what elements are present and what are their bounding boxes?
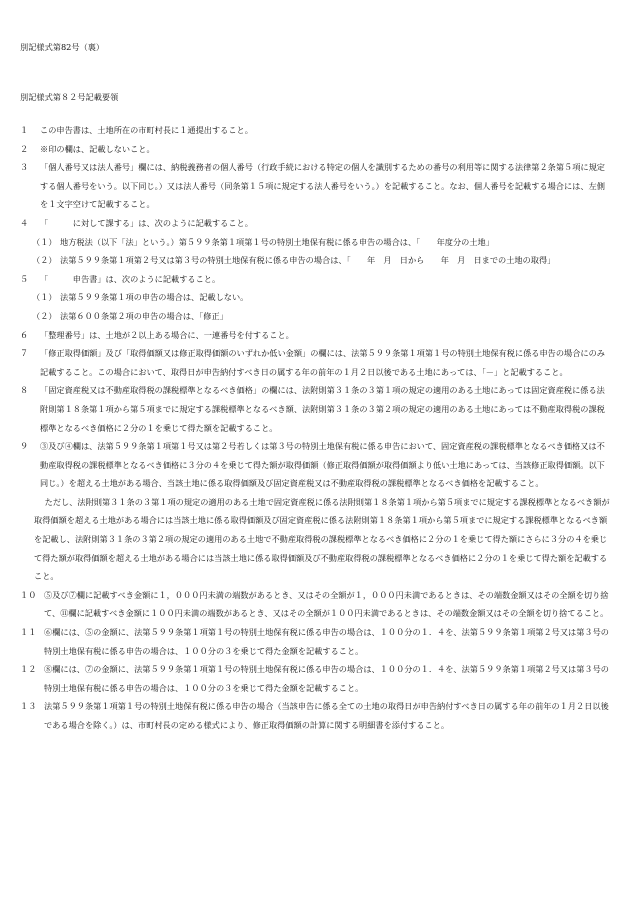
list-item: [20, 158, 612, 214]
item-text: 「修正取得価額」及び「取得価額又は修正取得価額のいずれか低い金額」の欄には、法第５９９条第１項第１号の特別土地保有税に係る申告の場合にのみ記載すること。この場合において、取得日が申告納付すべき日の属する年の前年の１月２日以後である土地にあっては、「－」と記載すること。: [40, 348, 605, 377]
item-number: １: [20, 125, 29, 135]
item-text: ⑧欄には、⑦の金額に、法第５９９条第１項第１号の特別土地保有税に係る申告の場合は、１００分の１．４を、法第５９９条第１項第２号又は第３号の特別土地保有税に係る申告の場合は、１００分の３を乗じて得た金額を記載すること。: [44, 664, 609, 693]
form-title: 別記様式第82号（裏）: [20, 42, 105, 52]
item-text: 「 に対して課する」は、次のように記載すること。: [40, 217, 253, 228]
sub-item-text: 法第５９９条第１項の申告の場合は、記載しない。: [60, 292, 249, 303]
item-number: １０: [20, 589, 37, 600]
item-text: 「固定資産税又は不動産取得税の課税標準となるべき価格」の欄には、法附則第３１条の３第１項の規定の適用のある土地にあっては固定資産税に係る法附則第１８条第１項から第５項までに規定する課税標準となるべき額、法附則第３１条の３第２項の規定の適用のある土地にあっては不動産取得税の課税標準となるべき価格に２分の１を乗じて得た額を記載すること。: [40, 385, 605, 433]
list-item: [20, 214, 612, 233]
list-item: [20, 344, 612, 381]
item-text: 「 申告書」は、次のように記載すること。: [40, 273, 221, 284]
sub-item: [20, 288, 612, 307]
sub-item-number: （１）: [32, 236, 57, 247]
sub-item-number: （２）: [32, 255, 57, 266]
item-text: ※印の欄は、記載しないこと。: [40, 143, 155, 154]
item-text: この申告書は、土地所在の市町村長に１通提出すること。: [40, 125, 253, 135]
item-number: ７: [20, 348, 29, 359]
list-item: [20, 697, 612, 734]
item-number: １３: [20, 701, 37, 712]
item-number: ５: [20, 273, 29, 284]
item-number: １１: [20, 627, 37, 638]
item-number: ３: [20, 162, 29, 173]
item-text: ③及び④欄は、法第５９９条第１項第１号又は第２号若しくは第３号の特別土地保有税に係る申告において、固定資産税の課税標準となるべき価格又は不動産取得税の課税標準となるべき価格に３分の４を乗じて得た額が取得価額（修正取得価額が取得価額より低い土地にあっては、当該修正取得価額。以下同じ。）を超える土地がある場合、当該土地に係る取得価額及び固定資産税又は不動産取得税の課税標準となるべき価格を記載すること。: [40, 441, 605, 489]
item-text: 「個人番号又は法人番号」欄には、納税義務者の個人番号（行政手続における特定の個人を識別するための番号の利用等に関する法律第２条第５項に規定する個人番号をいう。以下同じ。）又は法人番号（同条第１５項に規定する法人番号をいう。）を記載すること。なお、個人番号を記載する場合には、左側を１文字空けて記載すること。: [40, 162, 605, 210]
sub-item-number: （１）: [32, 292, 57, 303]
list-item: [20, 121, 612, 140]
list-item: [20, 660, 612, 697]
list-item: [20, 586, 612, 623]
item-text: ⑤及び⑦欄に記載すべき金額に１，０００円未満の端数があるとき、又はその全額が１，０００円未満であるときは、その端数金額又はその全額を切り捨て、⑪欄に記載すべき金額に１００円未満の端数があるとき、又はその全額が１００円未満であるときは、その端数金額又はその全額を切り捨てること。: [44, 589, 609, 619]
sub-item-text: 法第６００条第２項の申告の場合は、「修正」: [60, 310, 228, 321]
list-item: [20, 437, 612, 493]
item-text: 法第５９９条第１項第１号の特別土地保有税に係る申告の場合（当該申告に係る全ての土地の取得日が申告納付すべき日の属する年の前年の１月２日以後である場合を除く。）は、市町村長の定める様式により、修正取得価額の計算に関する明細書を添付すること。: [44, 701, 609, 730]
list-item: [20, 381, 612, 437]
item-number: ６: [20, 329, 29, 340]
item-text: ⑥欄には、⑤の金額に、法第５９９条第１項第１号の特別土地保有税に係る申告の場合は、１００分の１．４を、法第５９９条第１項第２号又は第３号の特別土地保有税に係る申告の場合は、１００分の３を乗じて得た金額を記載すること。: [44, 627, 609, 656]
item-number: ４: [20, 217, 29, 228]
item-number: ９: [20, 441, 29, 452]
item-number: ８: [20, 385, 29, 396]
item-number: １２: [20, 664, 37, 675]
sub-item-text: 地方税法（以下「法」という。）第５９９条第１項第１号の特別土地保有税に係る申告の場合は、「 年度分の土地」: [60, 236, 494, 247]
item-proviso: ただし、法附則第３１条の３第１項の規定の適用のある土地で固定資産税に係る法附則第１８条第１項から第５項までに規定する課税標準となるべき額が取得価額を超える土地がある場合には当該土地に係る取得価額及び固定資産税に係る法附則第１８条第１項から第５項までに規定する課税標準となるべき額を記載し、法附則第３１条の３第２項の規定の適用のある土地で不動産取得税の課税標準となるべき価格に２分の１を乗じて得た額にさらに３分の４を乗じて得た額が取得価額を超える土地がある場合には当該土地に係る取得価額及び不動産取得税の課税標準となるべき価格に２分の１を乗じて得た額を記載すること。: [34, 496, 610, 582]
sub-item: [20, 251, 612, 270]
sub-item: [20, 233, 612, 252]
item-number: ２: [20, 143, 29, 154]
item-text: 「整理番号」は、土地が２以上ある場合に、一連番号を付すること。: [40, 329, 294, 340]
sub-item-number: （２）: [32, 310, 57, 321]
sub-item: [20, 307, 612, 326]
list-item: [20, 270, 612, 289]
document-heading: 別記様式第８２号記載要領: [20, 92, 119, 102]
list-item: [20, 623, 612, 660]
instructions-list: [20, 121, 612, 735]
list-item: [20, 140, 612, 159]
list-item: [20, 326, 612, 345]
sub-item-text: 法第５９９条第１項第２号又は第３号の特別土地保有税に係る申告の場合は、「 年 月 日から 年 月 日までの土地の取得」: [60, 255, 556, 266]
